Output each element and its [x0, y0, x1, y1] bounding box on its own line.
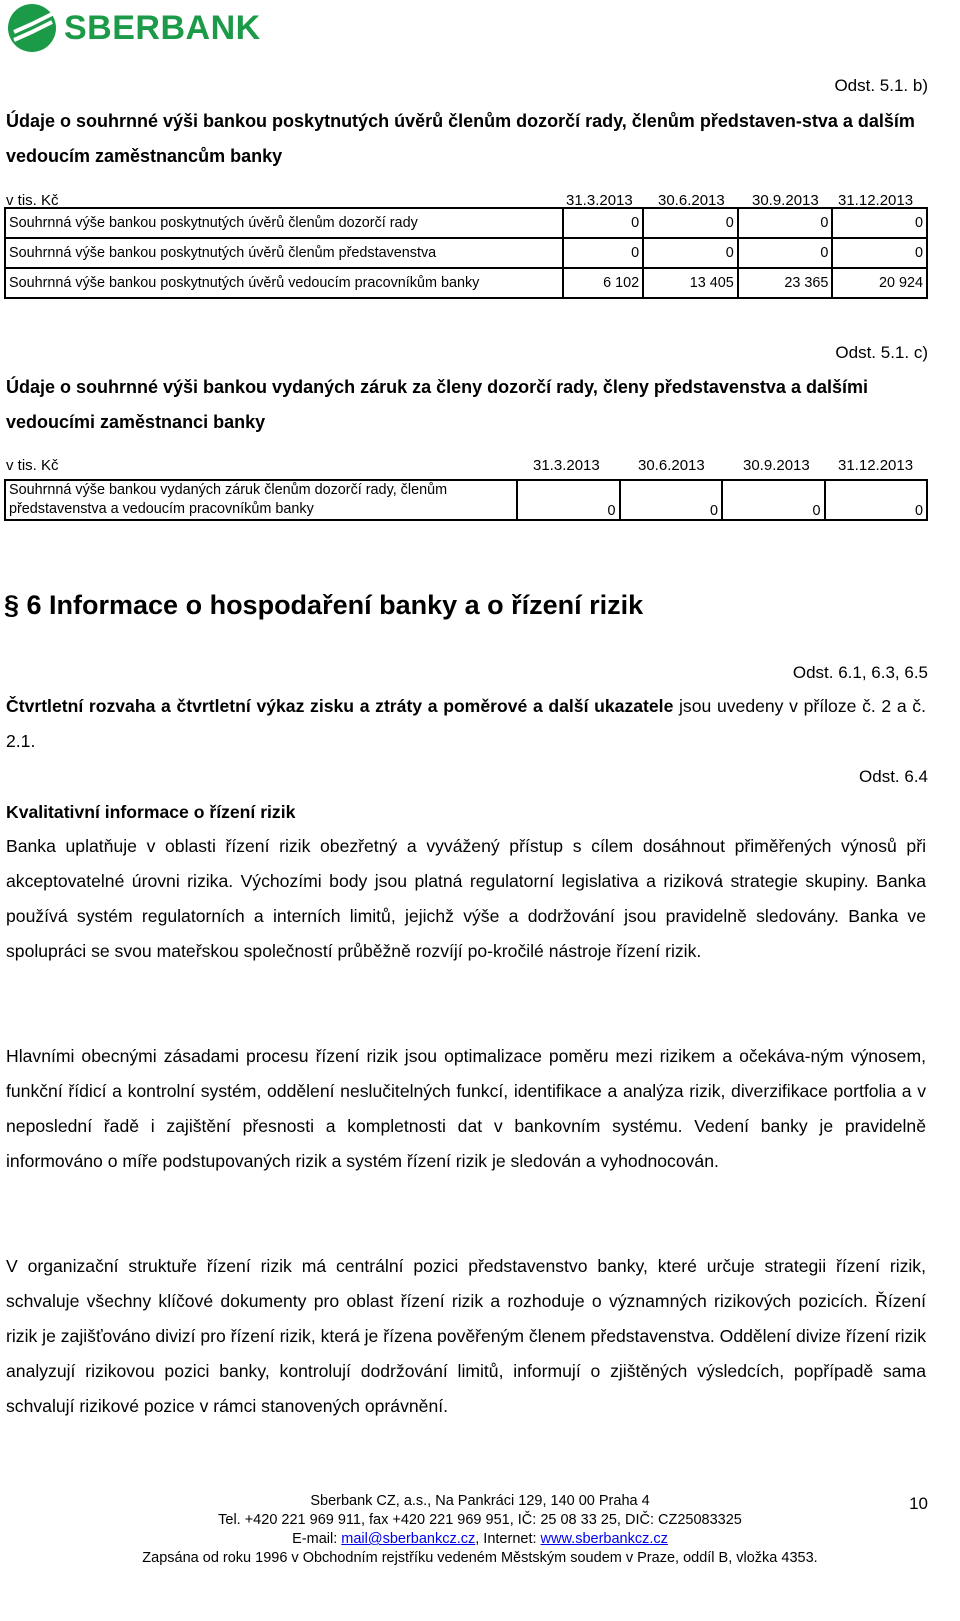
email-link[interactable]: mail@sberbankcz.cz	[341, 1531, 476, 1547]
section-ref-6-4: Odst. 6.4	[859, 767, 928, 786]
date-header: 31.3.2013	[566, 192, 633, 209]
row-label-line: představenstva a vedoucím pracovníkům banky	[9, 501, 314, 517]
cell-value: 0	[517, 480, 620, 520]
paragraph-risk-structure: V organizační struktuře řízení rizik má centrální pozici představenstvo banky, které určuje strategii řízení rizik, schvaluje všechny klíčové dokumenty pro oblast řízení rizik a rozhoduje o významných rizikových pozicích. Řízení rizik je zajišťováno divizí pro řízení rizik, která je řízena pověřeným členem představenstva. Oddělení divize řízení rizik analyzují rizikovou pozici banky, kontrolují dodržování limitů, informují o zjištěných výsledcích, popřípadě sama schvalují rizikové pozice v rámci stanovených oprávnění.	[6, 1256, 926, 1416]
date-header: 31.3.2013	[533, 457, 600, 474]
web-link[interactable]: www.sberbankcz.cz	[540, 1531, 668, 1547]
paragraph-risk-approach: Banka uplatňuje v oblasti řízení rizik obezřetný a vyvážený přístup s cílem dosáhnout přiměřených výnosů při akceptovatelné úrovni rizika. Výchozími body jsou platná regulatorní legislativa a riziková strategie skupiny. Banka používá systém regulatorních a interních limitů, jejichž výše a dodržování jsou pravidelně sledovány. Banka ve spolupráci se svou mateřskou společností průběžně rozvíjí po-kročilé nástroje řízení rizik.	[6, 836, 926, 961]
email-label: E-mail:	[292, 1531, 342, 1547]
cell-value: 0	[832, 238, 927, 268]
section-6-title: § 6 Informace o hospodaření banky a o řízení rizik	[4, 590, 644, 620]
cell-value: 0	[563, 208, 643, 238]
loans-table	[4, 207, 928, 299]
paragraph-text: jsou uvedeny v příloze č. 2 a č. 2.1.	[6, 696, 926, 751]
footer-links	[0, 1530, 960, 1549]
section-ref-5-1-b: Odst. 5.1. b)	[834, 76, 928, 95]
cell-value: 0	[825, 480, 928, 520]
table-row	[5, 208, 927, 238]
date-header: 30.9.2013	[743, 457, 810, 474]
section-ref-6-1: Odst. 6.1, 6.3, 6.5	[792, 663, 928, 682]
cell-value: 23 365	[738, 268, 833, 298]
paragraph-risk-principles: Hlavními obecnými zásadami procesu řízení rizik jsou optimalizace poměru mezi rizikem a očekáva-ným výnosem, funkční řídicí a kontrolní systém, oddělení neslučitelných funkcí, identifikace a analýza rizik, diverzifikace portfolia a v neposlední řadě i zajištění přesnosti a kompletnosti dat v bankovním systému. Vedení banky je pravidelně informováno o míře podstupovaných rizik a systém řízení rizik je sledován a vyhodnocován.	[6, 1046, 926, 1171]
cell-value: 13 405	[643, 268, 738, 298]
footer-address: Sberbank CZ, a.s., Na Pankráci 129, 140 00 Praha 4	[310, 1493, 650, 1509]
footer	[0, 1492, 960, 1568]
row-label: Souhrnná výše bankou poskytnutých úvěrů vedoucím pracovníkům banky	[5, 268, 563, 298]
cell-value: 0	[738, 238, 833, 268]
row-label: Souhrnná výše bankou poskytnutých úvěrů členům dozorčí rady	[5, 208, 563, 238]
row-label-line: Souhrnná výše bankou vydaných záruk členům dozorčí rady, členům	[9, 482, 448, 498]
internet-label: , Internet:	[475, 1531, 541, 1547]
subheading-risk: Kvalitativní informace o řízení rizik	[6, 802, 296, 822]
date-header: 30.6.2013	[658, 192, 725, 209]
cell-value: 0	[722, 480, 825, 520]
logo-text: SBERBANK	[64, 8, 261, 47]
footer-registry: Zapsána od roku 1996 v Obchodním rejstříku vedeném Městským soudem v Praze, oddíl B, vložka 4353.	[142, 1550, 818, 1566]
cell-value: 0	[620, 480, 723, 520]
table-row	[5, 238, 927, 268]
sberbank-logo	[6, 2, 261, 54]
sberbank-logo-icon	[6, 2, 58, 54]
guarantees-table	[4, 479, 928, 521]
paragraph-reports	[6, 689, 926, 759]
cell-value: 0	[643, 238, 738, 268]
section-ref-5-1-c: Odst. 5.1. c)	[835, 343, 928, 362]
row-label	[5, 480, 517, 520]
date-header: 31.12.2013	[838, 457, 914, 474]
page-number: 10	[909, 1494, 928, 1513]
cell-value: 0	[643, 208, 738, 238]
cell-value: 0	[563, 238, 643, 268]
table-row	[5, 268, 927, 298]
footer-contacts: Tel. +420 221 969 911, fax +420 221 969 951, IČ: 25 08 33 25, DIČ: CZ25083325	[218, 1512, 742, 1528]
cell-value: 0	[738, 208, 833, 238]
row-label: Souhrnná výše bankou poskytnutých úvěrů členům představenstva	[5, 238, 563, 268]
unit-label-c: v tis. Kč	[6, 457, 59, 474]
date-header: 30.9.2013	[752, 192, 819, 209]
date-header: 31.12.2013	[838, 192, 914, 209]
paragraph-bold: Čtvrtletní rozvaha a čtvrtletní výkaz zisku a ztráty a poměrové a další ukazatele	[6, 696, 674, 716]
cell-value: 0	[832, 208, 927, 238]
cell-value: 6 102	[563, 268, 643, 298]
cell-value: 20 924	[832, 268, 927, 298]
table-row	[5, 480, 927, 520]
unit-label-b: v tis. Kč	[6, 192, 59, 209]
section-title-5-1-c: Údaje o souhrnné výši bankou vydaných záruk za členy dozorčí rady, členy představenstva a dalšími vedoucími zaměstnanci banky	[6, 377, 868, 432]
section-title-5-1-b: Údaje o souhrnné výši bankou poskytnutých úvěrů členům dozorčí rady, členům představen-stva a dalším vedoucím zaměstnancům banky	[6, 111, 915, 166]
date-header: 30.6.2013	[638, 457, 705, 474]
